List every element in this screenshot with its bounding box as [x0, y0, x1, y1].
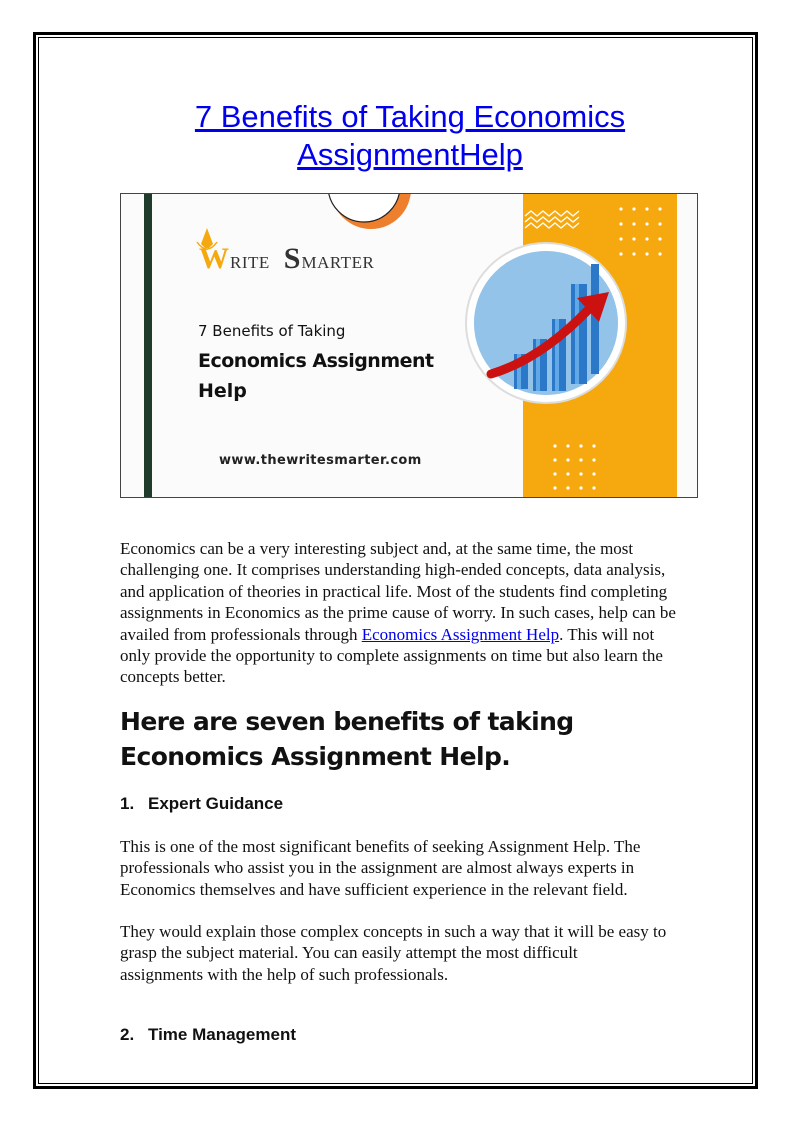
benefit-1-paragraph-1: This is one of the most significant benefits of seeking Assignment Help. The professionals who assist you in the assignment are almost always experts in Economics themselves and have sufficient experience in the relevant field.: [120, 837, 641, 899]
logo-letter-s: S: [283, 242, 301, 275]
page-title-line-2[interactable]: AssignmentHelp: [297, 137, 523, 172]
benefit-1-paragraph-2: [120, 921, 680, 985]
section-heading: Here are seven benefits of taking Economics Assignment Help.: [120, 707, 574, 771]
brand-logo: [199, 242, 374, 276]
benefit-1-paragraph-2-text: They would explain those complex concepts in such a way that it will be easy to grasp the subject material. You can easily attempt the most difficult: [120, 922, 667, 963]
benefit-2-heading: [120, 1025, 680, 1045]
banner-headline-line-2: Help: [198, 380, 247, 402]
assignment-help-link[interactable]: Assignment Help: [440, 624, 560, 644]
benefit-1-heading: [120, 794, 680, 814]
logo-text-marter: MARTER: [301, 253, 375, 272]
logo-text-rite: RITE: [230, 253, 270, 272]
logo-letter-w: W: [199, 242, 229, 275]
benefit-2-number: 2.: [120, 1025, 135, 1044]
benefit-1-title: Expert Guidance: [148, 794, 284, 813]
banner-subtitle: 7 Benefits of Taking: [198, 322, 346, 340]
intro-paragraph: [120, 538, 680, 688]
page-title[interactable]: [120, 98, 700, 174]
banner-zigzag-icon: [525, 211, 579, 228]
benefit-1-number: 1.: [120, 794, 135, 813]
banner-website-url: www.thewritesmarter.com: [219, 453, 422, 468]
economics-link[interactable]: Economics: [361, 624, 441, 644]
intro-text-after: . This will not only provide the opportunity to complete assignments on time but also learn the concepts better.: [120, 624, 663, 687]
banner-dark-bar: [144, 194, 152, 498]
banner-headline-line-1: Economics Assignment: [198, 350, 434, 372]
benefit-2-title: Time Management: [148, 1025, 297, 1044]
benefit-1-paragraph-2-end: assignments with the help of such professionals.: [120, 964, 449, 984]
page-title-line-1[interactable]: 7 Benefits of Taking Economics: [194, 99, 626, 134]
intro-text-before: Economics can be a very interesting subject and, at the same time, the most challenging one. It comprises understanding high-ended concepts, data analysis, and application of theories in practical life. Most of the students find completing assignments in Economics as the prime cause of worry. In such cases, help can be availed from professionals through: [120, 539, 676, 644]
hero-banner-image: [120, 193, 698, 498]
